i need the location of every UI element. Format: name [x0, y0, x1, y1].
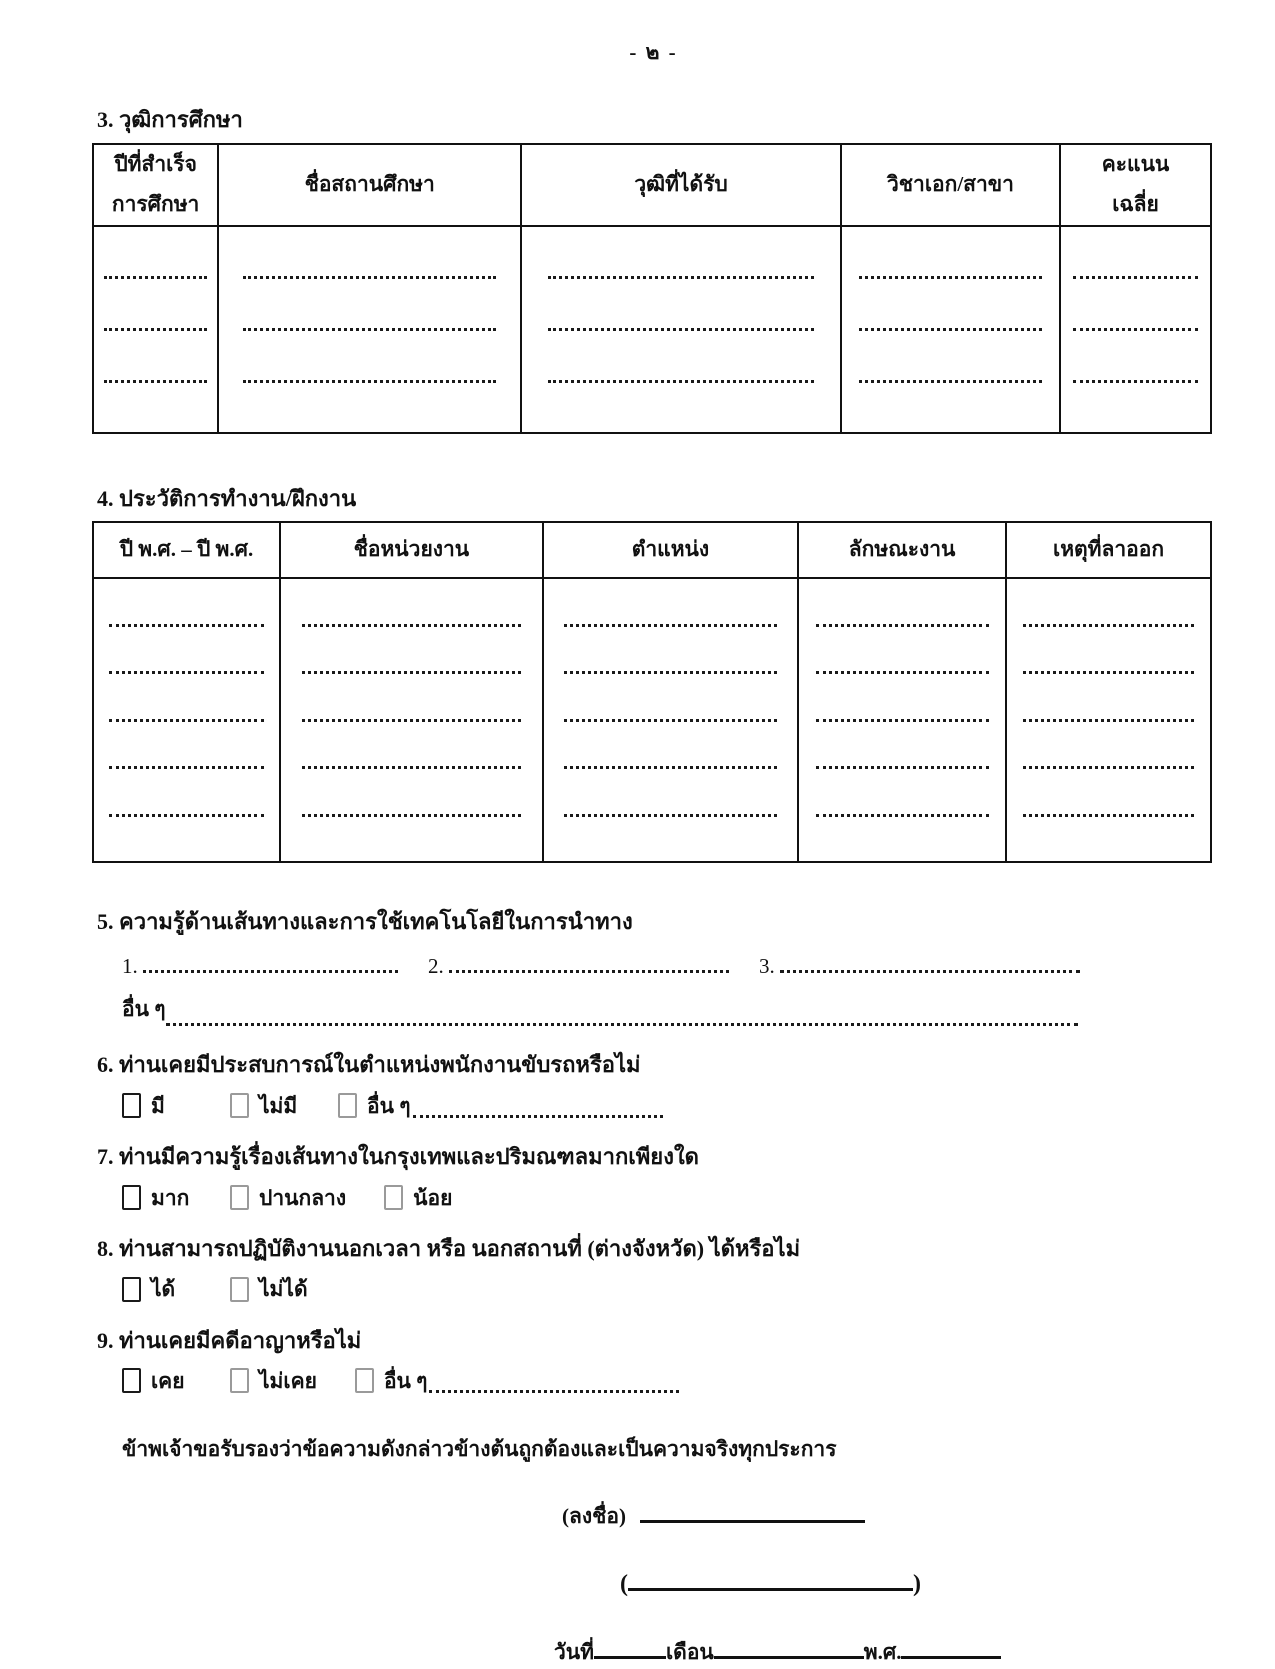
blank-line[interactable]: [564, 814, 777, 817]
blank-line[interactable]: [109, 719, 264, 722]
option-ปานกลาง: [230, 1185, 346, 1210]
blank-line[interactable]: [302, 624, 521, 627]
checkbox[interactable]: [122, 1185, 141, 1210]
option-อื่น ๆ: [338, 1093, 663, 1118]
blank-line[interactable]: [548, 276, 815, 279]
blank-line[interactable]: [302, 814, 521, 817]
signer-name-line[interactable]: [628, 1584, 913, 1591]
item-2: [428, 952, 729, 979]
blank-cell: [521, 226, 841, 433]
blank-line[interactable]: [109, 671, 264, 674]
checkbox[interactable]: [338, 1093, 357, 1118]
work-history-section-title: 4. ประวัติการทำงาน/ฝึกงาน: [97, 485, 357, 511]
question-8-title: 8. ท่านสามารถปฏิบัติงานนอกเวลา หรือ นอกสถานที่ (ต่างจังหวัด) ได้หรือไม่: [97, 1235, 801, 1261]
blank-line[interactable]: [109, 766, 264, 769]
question-5-items: [122, 952, 1215, 979]
item-number: 1.: [122, 954, 143, 979]
blank-line[interactable]: [104, 276, 207, 279]
paren-open: (: [620, 1571, 628, 1598]
question-8-options: [122, 1277, 1215, 1302]
item-blank-line[interactable]: [449, 952, 729, 973]
blank-line[interactable]: [109, 814, 264, 817]
option-อื่น ๆ: [355, 1368, 680, 1393]
checkbox[interactable]: [230, 1277, 249, 1302]
blank-line[interactable]: [1023, 766, 1193, 769]
column-header: วุฒิที่ได้รับ: [521, 144, 841, 226]
item-blank-line[interactable]: [780, 952, 1080, 973]
question-8: [92, 1234, 1215, 1302]
blank-line[interactable]: [1023, 814, 1193, 817]
blank-line[interactable]: [243, 380, 496, 383]
option-ไม่เคย: [230, 1368, 317, 1393]
blank-line[interactable]: [1023, 671, 1193, 674]
question-9: [92, 1326, 1215, 1394]
option-label: ได้: [151, 1277, 176, 1302]
education-section-title: 3. วุฒิการศึกษา: [97, 107, 243, 132]
option-ได้: [122, 1277, 192, 1302]
question-6-title: 6. ท่านเคยมีประสบการณ์ในตำแหน่งพนักงานขับรถหรือไม่: [97, 1052, 641, 1078]
blank-cell: [280, 578, 543, 862]
checkbox[interactable]: [122, 1277, 141, 1302]
checkbox[interactable]: [384, 1185, 403, 1210]
blank-line[interactable]: [302, 719, 521, 722]
blank-line[interactable]: [564, 719, 777, 722]
checkbox[interactable]: [122, 1368, 141, 1393]
blank-line[interactable]: [1023, 719, 1193, 722]
option-น้อย: [384, 1185, 454, 1210]
blank-cell: [93, 578, 280, 862]
other-label: อื่น ๆ: [122, 997, 166, 1022]
blank-line[interactable]: [1073, 328, 1198, 331]
item-blank-line[interactable]: [143, 952, 398, 973]
paren-close: ): [913, 1571, 921, 1598]
date-year-line[interactable]: [901, 1652, 1001, 1659]
item-3: [759, 952, 1080, 979]
blank-line[interactable]: [104, 380, 207, 383]
column-header: ปีที่สำเร็จ การศึกษา: [93, 144, 218, 226]
option-label: อื่น ๆ: [383, 1369, 428, 1394]
blank-line[interactable]: [243, 328, 496, 331]
question-6-options: [122, 1093, 1215, 1118]
option-เคย: [122, 1368, 192, 1393]
blank-line[interactable]: [859, 380, 1041, 383]
option-label: ปานกลาง: [259, 1185, 347, 1210]
blank-line[interactable]: [1023, 624, 1193, 627]
checkbox[interactable]: [230, 1368, 249, 1393]
question-7-options: [122, 1185, 1215, 1210]
option-label: เคย: [151, 1369, 185, 1394]
column-header: เหตุที่ลาออก: [1006, 522, 1211, 578]
blank-cell: [841, 226, 1060, 433]
signature-block: [92, 1500, 1215, 1669]
other-blank-line[interactable]: [413, 1097, 663, 1118]
item-1: [122, 952, 398, 979]
column-header: วิชาเอก/สาขา: [841, 144, 1060, 226]
option-label: น้อย: [413, 1185, 453, 1210]
certification-statement: ข้าพเจ้าขอรับรองว่าข้อความดังกล่าวข้างต้นถูกต้องและเป็นความจริงทุกประการ: [122, 1437, 837, 1462]
checkbox[interactable]: [230, 1185, 249, 1210]
question-5: [92, 907, 1215, 1026]
question-5-title: 5. ความรู้ด้านเส้นทางและการใช้เทคโนโลยีในการนำทาง: [97, 909, 633, 935]
blank-line[interactable]: [859, 276, 1041, 279]
option-label: มี: [151, 1093, 165, 1118]
blank-line[interactable]: [548, 328, 815, 331]
month-label: เดือน: [666, 1640, 714, 1665]
blank-line[interactable]: [302, 766, 521, 769]
item-number: 3.: [759, 954, 780, 979]
blank-line[interactable]: [109, 624, 264, 627]
question-6: [92, 1050, 1215, 1118]
option-มี: [122, 1093, 192, 1118]
blank-line[interactable]: [816, 719, 989, 722]
column-header: ปี พ.ศ. – ปี พ.ศ.: [93, 522, 280, 578]
blank-line[interactable]: [104, 328, 207, 331]
blank-line[interactable]: [564, 671, 777, 674]
blank-line[interactable]: [816, 766, 989, 769]
blank-line[interactable]: [816, 671, 989, 674]
sign-label: (ลงชื่อ): [562, 1504, 626, 1529]
column-header: ลักษณะงาน: [798, 522, 1006, 578]
question-5-other: [122, 993, 1215, 1026]
signature-line[interactable]: [640, 1516, 865, 1523]
blank-line[interactable]: [1073, 380, 1198, 383]
option-label: ไม่ได้: [259, 1277, 308, 1302]
option-ไม่ได้: [230, 1277, 308, 1302]
blank-line[interactable]: [1073, 276, 1198, 279]
date-day-line[interactable]: [594, 1652, 666, 1659]
checkbox[interactable]: [122, 1093, 141, 1118]
blank-cell: [798, 578, 1006, 862]
blank-cell: [93, 226, 218, 433]
blank-line[interactable]: [564, 766, 777, 769]
column-header: คะแนน เฉลี่ย: [1060, 144, 1211, 226]
page-number: - ๒ -: [629, 40, 678, 64]
blank-cell: [1060, 226, 1211, 433]
column-header: ชื่อหน่วยงาน: [280, 522, 543, 578]
blank-cell: [543, 578, 798, 862]
blank-line[interactable]: [302, 671, 521, 674]
blank-line[interactable]: [816, 624, 989, 627]
date-label: วันที่: [554, 1640, 594, 1665]
work-history-table: [92, 521, 1212, 863]
blank-line[interactable]: [859, 328, 1041, 331]
option-ไม่มี: [230, 1093, 300, 1118]
blank-line[interactable]: [243, 276, 496, 279]
question-9-title: 9. ท่านเคยมีคดีอาญาหรือไม่: [97, 1327, 362, 1353]
blank-cell: [1006, 578, 1211, 862]
column-header: ชื่อสถานศึกษา: [218, 144, 521, 226]
education-table: [92, 143, 1212, 434]
checkbox[interactable]: [230, 1093, 249, 1118]
question-7-title: 7. ท่านมีความรู้เรื่องเส้นทางในกรุงเทพและปริมณฑลมากเพียงใด: [97, 1143, 699, 1169]
era-label: พ.ศ.: [863, 1640, 902, 1665]
question-7: [92, 1142, 1215, 1210]
option-label: ไม่มี: [259, 1093, 298, 1118]
option-มาก: [122, 1185, 192, 1210]
blank-line[interactable]: [816, 814, 989, 817]
item-number: 2.: [428, 954, 449, 979]
other-blank-line[interactable]: [429, 1372, 679, 1393]
column-header: ตำแหน่ง: [543, 522, 798, 578]
date-month-line[interactable]: [714, 1652, 864, 1659]
option-label: ไม่เคย: [259, 1369, 317, 1394]
blank-line[interactable]: [564, 624, 777, 627]
other-blank-line[interactable]: [166, 1005, 1078, 1026]
blank-cell: [218, 226, 521, 433]
option-label: มาก: [151, 1185, 190, 1210]
option-label: อื่น ๆ: [367, 1093, 411, 1118]
checkbox[interactable]: [355, 1368, 374, 1393]
blank-line[interactable]: [548, 380, 815, 383]
question-9-options: [122, 1368, 1215, 1393]
